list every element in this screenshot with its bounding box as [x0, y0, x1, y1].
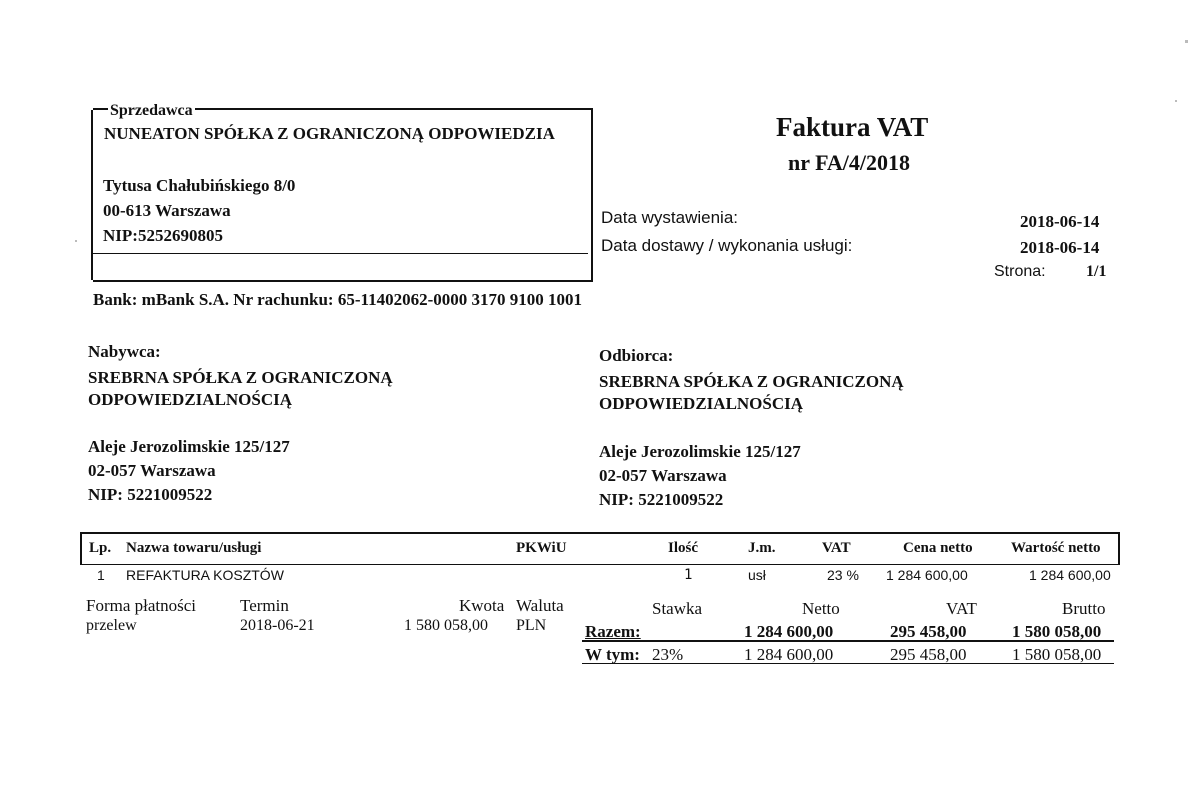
- summary-rate-header: Stawka: [652, 599, 703, 618]
- summary-breakdown-vat: 295 458,00: [890, 645, 967, 664]
- seller-box-left-border: [91, 110, 93, 280]
- payment-due-header: Termin: [240, 596, 289, 615]
- payment-amount-value: 1 580 058,00: [404, 617, 488, 634]
- delivery-date-label: Data dostawy / wykonania usługi:: [601, 236, 853, 255]
- issue-date-label: Data wystawienia:: [601, 208, 739, 227]
- seller-nip: NIP:5252690805: [103, 226, 223, 245]
- col-header-value-net: Wartość netto: [1011, 540, 1101, 556]
- summary-net-header: Netto: [802, 599, 840, 618]
- delivery-date-value: 2018-06-14: [1020, 238, 1100, 257]
- summary-total-label: Razem:: [585, 622, 641, 641]
- recipient-street: Aleje Jerozolimskie 125/127: [599, 442, 801, 461]
- payment-method-header: Forma płatności: [86, 596, 197, 615]
- summary-gross-header: Brutto: [1062, 599, 1106, 618]
- row-qty: 1: [684, 567, 693, 583]
- payment-currency-value: PLN: [516, 617, 547, 634]
- recipient-name-line2: ODPOWIEDZIALNOŚCIĄ: [599, 394, 804, 413]
- col-header-lp: Lp.: [89, 540, 112, 556]
- row-lp: 1: [97, 567, 105, 583]
- summary-total-gross: 1 580 058,00: [1012, 622, 1102, 641]
- col-header-pkwiu: PKWiU: [516, 540, 567, 556]
- seller-street: Tytusa Chałubińskiego 8/0: [103, 176, 296, 195]
- buyer-nip: NIP: 5221009522: [88, 485, 213, 504]
- issue-date-value: 2018-06-14: [1020, 212, 1100, 231]
- summary-breakdown-rate: 23%: [652, 645, 684, 664]
- payment-method-value: przelew: [86, 617, 137, 634]
- row-value-net: 1 284 600,00: [1029, 567, 1111, 583]
- buyer-label: Nabywca:: [88, 342, 161, 361]
- seller-name: NUNEATON SPÓŁKA Z OGRANICZONĄ ODPOWIEDZIA: [104, 124, 555, 143]
- buyer-name-line1: SREBRNA SPÓŁKA Z OGRANICZONĄ: [88, 368, 393, 387]
- summary-vat-header: VAT: [946, 599, 977, 618]
- buyer-street: Aleje Jerozolimskie 125/127: [88, 437, 290, 456]
- row-unit: usł: [748, 567, 766, 583]
- col-header-qty: Ilość: [668, 540, 698, 556]
- summary-total-vat: 295 458,00: [890, 622, 967, 641]
- col-header-name: Nazwa towaru/usługi: [126, 540, 262, 556]
- summary-breakdown-net: 1 284 600,00: [744, 645, 834, 664]
- scan-speck: [75, 240, 77, 242]
- bank-account-line: Bank: mBank S.A. Nr rachunku: 65-11402062-0000 3170 9100 1001: [93, 290, 582, 309]
- summary-breakdown-label: W tym:: [585, 645, 640, 664]
- row-name: REFAKTURA KOSZTÓW: [126, 567, 284, 583]
- col-header-vat: VAT: [822, 540, 851, 556]
- summary-total-rule: [582, 640, 1114, 642]
- recipient-city: 02-057 Warszawa: [599, 466, 727, 485]
- page-value: 1/1: [1086, 263, 1107, 280]
- recipient-nip: NIP: 5221009522: [599, 490, 724, 509]
- seller-label: Sprzedawca: [110, 102, 193, 119]
- seller-box-divider: [93, 253, 588, 254]
- row-vat: 23 %: [827, 567, 859, 583]
- page-label: Strona:: [994, 263, 1046, 280]
- seller-city: 00-613 Warszawa: [103, 201, 231, 220]
- scan-speck: [1175, 100, 1177, 102]
- summary-total-net: 1 284 600,00: [744, 622, 834, 641]
- row-price-net: 1 284 600,00: [886, 567, 968, 583]
- col-header-unit: J.m.: [748, 540, 776, 556]
- col-header-price-net: Cena netto: [903, 540, 973, 556]
- recipient-name-line1: SREBRNA SPÓŁKA Z OGRANICZONĄ: [599, 372, 904, 391]
- invoice-title: Faktura VAT: [776, 112, 929, 142]
- buyer-city: 02-057 Warszawa: [88, 461, 216, 480]
- payment-amount-header: Kwota: [459, 596, 505, 615]
- payment-currency-header: Waluta: [516, 596, 564, 615]
- recipient-label: Odbiorca:: [599, 346, 674, 365]
- summary-breakdown-rule: [582, 663, 1114, 664]
- buyer-name-line2: ODPOWIEDZIALNOŚCIĄ: [88, 390, 293, 409]
- summary-breakdown-gross: 1 580 058,00: [1012, 645, 1102, 664]
- invoice-number: nr FA/4/2018: [788, 150, 911, 175]
- payment-due-value: 2018-06-21: [240, 617, 315, 634]
- scan-speck: [1185, 40, 1188, 43]
